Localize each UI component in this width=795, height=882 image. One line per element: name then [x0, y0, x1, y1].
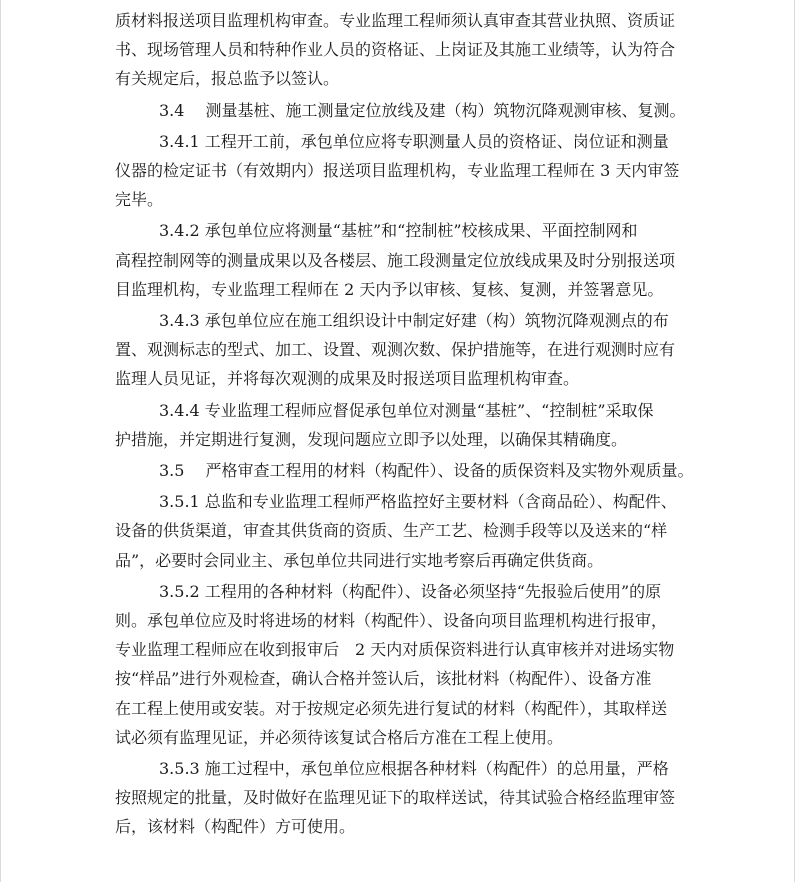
section-heading-3-5	[115, 456, 694, 485]
text-line: 则。承包单位应及时将进场的材料（构配件）、设备向项目监理机构进行报审，	[115, 611, 668, 631]
clause-3-4-3	[115, 306, 681, 394]
text-line: 书、现场管理人员和特种作业人员的资格证、上岗证及其施工业绩等，认为符合	[115, 40, 676, 60]
text-line: 3.5.2 工程用的各种材料（构配件）、设备必须坚持“先报验后使用”的原	[159, 581, 662, 601]
text-line: 护措施，并定期进行复测，发现问题应立即予以处理，以确保其精确度。	[115, 429, 628, 449]
section-heading-3-4	[115, 96, 686, 125]
text-line: 按照规定的批量，及时做好在监理见证下的取样送试，待其试验合格经监理审签	[115, 788, 676, 808]
text-line: 3.4.1 工程开工前，承包单位应将专职测量人员的资格证、岗位证和测量	[159, 131, 669, 151]
text-line: 监理人员见证，并将每次观测的成果及时报送项目监理机构审查。	[115, 369, 580, 389]
clause-3-5-3	[115, 754, 681, 842]
text-line: 完毕。	[115, 190, 164, 210]
document-body	[115, 6, 694, 844]
text-line: 品”，必要时会同业主、承包单位共同进行实地考察后再确定供货商。	[115, 550, 604, 570]
text-line: 3.4.2 承包单位应将测量“基桩”和“控制桩”校核成果、平面控制网和	[159, 221, 638, 241]
text-line: 仪器的检定证书（有效期内）报送项目监理机构，专业监理工程师在 3 天内审签	[115, 161, 680, 181]
text-line: 有关规定后，报总监予以签认。	[115, 69, 340, 89]
text-line: 质材料报送项目监理机构审查。专业监理工程师须认真审查其营业执照、资质证	[115, 11, 676, 30]
text-line: 置、观测标志的型式、加工、设置、观测次数、保护措施等，在进行观测时应有	[115, 340, 676, 360]
text-line: 3.4 测量基桩、施工测量定位放线及建（构）筑物沉降观测审核、复测。	[159, 100, 686, 120]
text-line: 在工程上使用或安装。对于按规定必须先进行复试的材料（构配件），其取样送	[115, 698, 668, 718]
text-line: 按“样品”进行外观检查，确认合格并签认后，该批材料（构配件）、设备方准	[115, 669, 652, 689]
clause-3-4-1	[115, 127, 681, 215]
text-line: 3.5 严格审查工程用的材料（构配件）、设备的质保资料及实物外观质量。	[159, 461, 694, 481]
clause-3-4-4	[115, 396, 681, 454]
text-line: 目监理机构，专业监理工程师在 2 天内予以审核、复核、复测，并签署意见。	[115, 279, 664, 299]
clause-3-5-1	[115, 487, 681, 575]
text-line: 3.5.3 施工过程中，承包单位应根据各种材料（构配件）的总用量，严格	[159, 759, 669, 779]
text-line: 后，该材料（构配件）方可使用。	[115, 817, 356, 837]
text-line: 试必须有监理见证，并必须待该复试合格后方准在工程上使用。	[115, 727, 564, 747]
clause-3-4-2	[115, 216, 681, 304]
text-line: 3.4.4 专业监理工程师应督促承包单位对测量“基桩”、“控制桩”采取保	[159, 400, 654, 420]
text-line: 高程控制网等的测量成果以及各楼层、施工段测量定位放线成果及时分别报送项	[115, 250, 676, 270]
clause-3-5-2	[115, 577, 681, 752]
paragraph-qualification-review	[115, 6, 681, 94]
text-line: 设备的供货渠道，审查其供货商的资质、生产工艺、检测手段等以及送来的“样	[115, 521, 668, 541]
text-line: 3.4.3 承包单位应在施工组织设计中制定好建（构）筑物沉降观测点的布	[159, 311, 669, 331]
text-line: 专业监理工程师应在收到报审后 2 天内对质保资料进行认真审核并对进场实物	[115, 640, 675, 660]
text-line: 3.5.1 总监和专业监理工程师严格监控好主要材料（含商品砼）、构配件、	[159, 492, 677, 512]
